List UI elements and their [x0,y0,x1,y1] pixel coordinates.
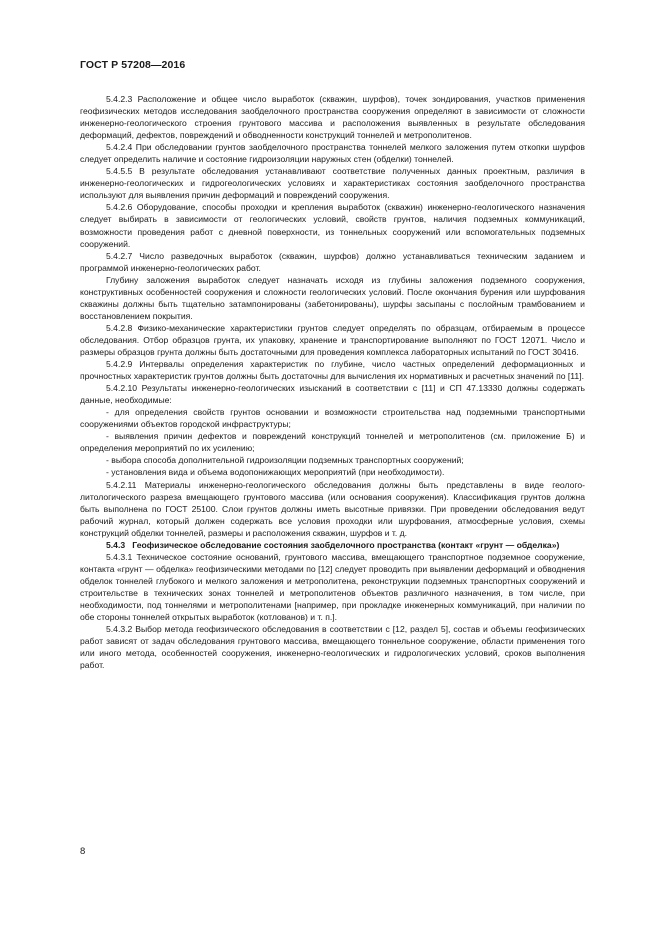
list-item: - выявления причин дефектов и повреждений конструкций тоннелей и метрополитенов (см. приложение Б) и определения мероприятий по их усилению; [80,431,585,454]
paragraph-5-4-2-10: 5.4.2.10 Результаты инженерно-геологических изысканий в соответствии с [11] и СП 47.13330 должны содержать данные, необходимые: [80,383,585,406]
paragraph-5-4-2-11: 5.4.2.11 Материалы инженерно-геологического обследования должны быть представлены в виде геолого-литологического разреза вмещающего грунтового массива (или основания сооружения). Классификация грунтов должна быть выполнена по ГОСТ 25100. Слои грунтов должны иметь высотные привязки. При проведении обследования ведут рабочий журнал, который должен содержать все условия проходки или шурфования, атмосферные условия, схемы конструкций обделки тоннелей, размеры и расположения скважин, шурфов и т. д. [80,479,585,538]
paragraph-5-4-5-5: 5.4.5.5 В результате обследования устанавливают соответствие полученных данных проектным, различия в инженерно-геологических и гидрогеологических условиях и характеристиках состояния заобделочного пространства используют для выявления причин деформаций и повреждений сооружения. [80,166,585,201]
section-number: 5.4.3 [106,539,126,550]
document-body [80,93,585,671]
paragraph-5-4-2-3: 5.4.2.3 Расположение и общее число выработок (скважин, шурфов), точек зондирования, участков применения геофизических методов исследования заобделочного пространства сооружения определяют в зависимости от сложности инженерно-геологического строения грунтового массива и расположения выявленных в результате обследования деформаций, дефектов, повреждений и обводненности конструкций тоннелей и метрополитенов. [80,94,585,141]
list-item: - установления вида и объема водопонижающих мероприятий (при необходимости). [106,467,445,478]
paragraph-5-4-3-2: 5.4.3.2 Выбор метода геофизического обследования в соответствии с [12, раздел 5], состав и объемы геофизических работ зависят от задач обследования грунтового массива, вмещающего тоннельное сооружение, области применения того или иного метода, особенностей сооружения, инженерно-геологических и гидрологических условий, сроков выполнения работ. [80,624,585,671]
paragraph-5-4-2-9: 5.4.2.9 Интервалы определения характеристик по глубине, число частных определений деформационных и прочностных характеристик грунтов должны быть достаточны для вычисления их нормативных и расчетных значений по [11]. [80,359,585,382]
page-number: 8 [80,846,86,857]
paragraph-5-4-3-1: 5.4.3.1 Техническое состояние оснований, грунтового массива, вмещающего транспортное подземное сооружение, контакта «грунт — обделка» геофизическими методами по [12] следует проводить при выявлении деформаций и обводнения обделок тоннелей глубокого и мелкого заложения и метрополитена, реконструкции подземных транспортных сооружений и строительстве в технических зонах тоннелей и метрополитенов объектов различного назначения, в том числе, при необходимости, под тоннелями и метрополитенами [например, при прокладке инженерных коммуникаций, при наличии по обе стороны тоннелей открытых выработок (котлованов) и т. п.]. [80,551,585,623]
paragraph-5-4-2-4: 5.4.2.4 При обследовании грунтов заобделочного пространства тоннелей мелкого заложения путем откопки шурфов следует определить наличие и состояние гидроизоляции наружных стен (обделки) тоннелей. [80,142,585,165]
section-title: Геофизическое обследование состояния заобделочного пространства (контакт «грунт — обделка») [132,539,560,550]
paragraph-5-4-2-7: 5.4.2.7 Число разведочных выработок (скважин, шурфов) должно устанавливаться техническим заданием и программой инженерно-геологических работ. [80,250,585,273]
paragraph-5-4-2-6: 5.4.2.6 Оборудование, способы проходки и крепления выработок (скважин) инженерно-геологического назначения следует выбирать в зависимости от геологических условий, свойств грунтов, наличия подземных коммуникаций, возможности проведения работ с дневной поверхности, из тоннельных сооружений или вспомогательных подземных сооружений. [80,202,585,249]
document-header: ГОСТ Р 57208—2016 [80,59,186,71]
paragraph-depth: Глубину заложения выработок следует назначать исходя из глубины заложения подземного сооружения, конструктивных особенностей сооружения и сложности геологических условий. После окончания бурения или шурфования скважины должны быть тщательно затампонированы (забетонированы), шурфы засыпаны с послойным трамбованием и восстановлением покрытия. [80,274,585,321]
section-heading-5-4-3 [80,539,585,551]
paragraph-5-4-2-8: 5.4.2.8 Физико-механические характеристики грунтов следует определять по образцам, отбираемым в процессе обследования. Отбор образцов грунта, их упаковку, хранение и транспортирование выполняют по ГОСТ 12071. Число и размеры образцов грунта должны быть достаточными для проведения комплекса лабораторных испытаний по ГОСТ 30416. [80,322,585,357]
list-item: - выбора способа дополнительной гидроизоляции подземных транспортных сооружений; [106,455,464,466]
list-item: - для определения свойств грунтов основании и возможности строительства над подземными транспортными сооружениями объектов городской инфраструктуры; [80,407,585,430]
